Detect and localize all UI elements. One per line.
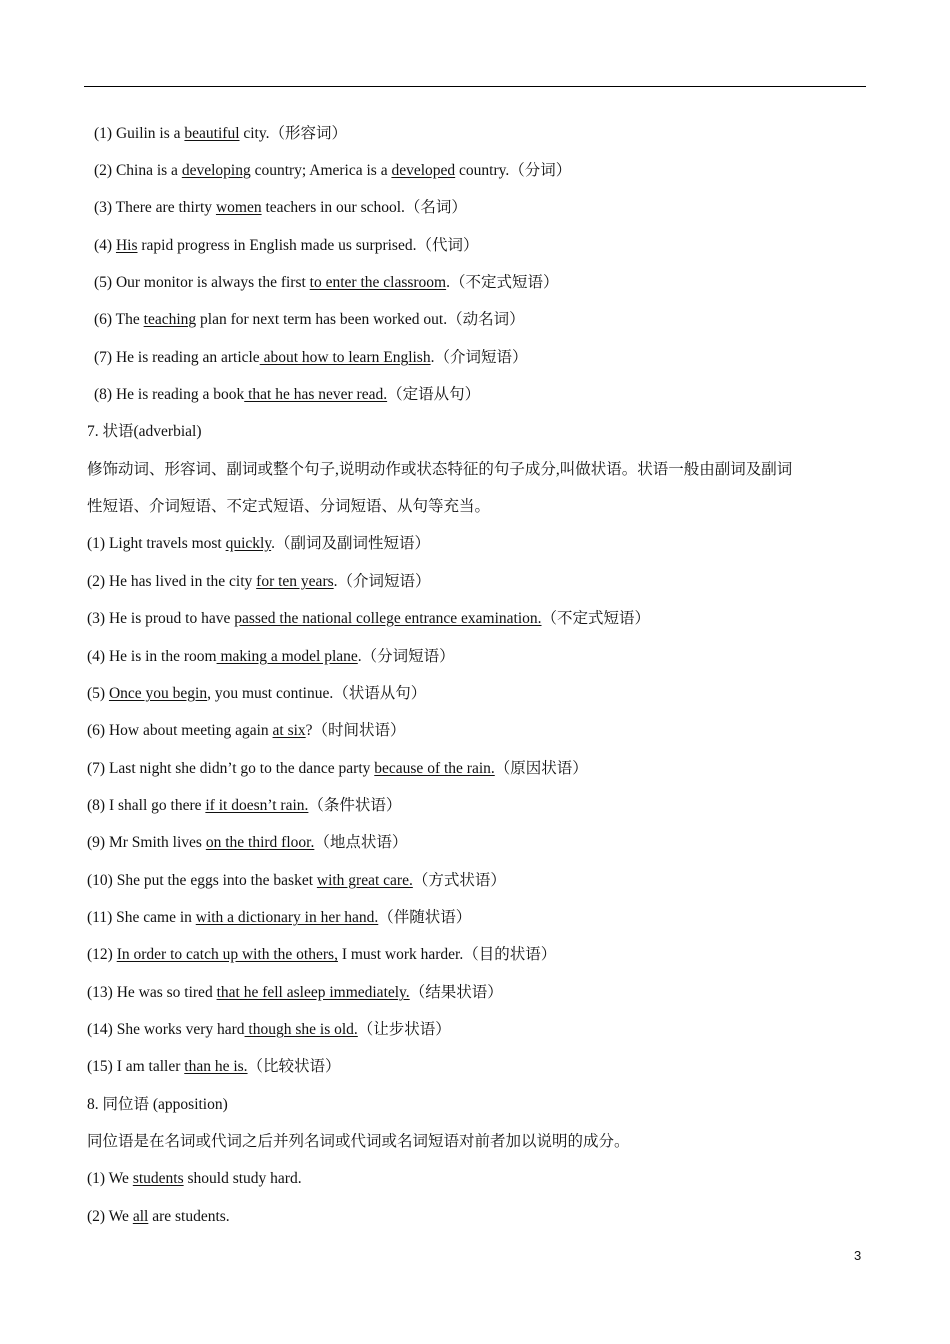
example-adverbial-9: (9) Mr Smith lives on the third floor.（地点状语） [87, 834, 408, 851]
example-adverbial-15: (15) I am taller than he is.（比较状语） [87, 1058, 341, 1075]
example-attributive-2: (2) China is a developing country; America is a developed country.（分词） [94, 162, 572, 179]
example-adverbial-7: (7) Last night she didn’t go to the dance party because of the rain.（原因状语） [87, 760, 588, 777]
example-adverbial-1: (1) Light travels most quickly.（副词及副词性短语） [87, 535, 431, 552]
example-attributive-7: (7) He is reading an article about how to learn English.（介词短语） [94, 349, 528, 366]
section-heading-adverbial: 7. 状语(adverbial) [87, 423, 202, 440]
example-adverbial-10: (10) She put the eggs into the basket with great care.（方式状语） [87, 872, 506, 889]
example-attributive-1: (1) Guilin is a beautiful city.（形容词） [94, 125, 347, 142]
example-apposition-2: (2) We all are students. [87, 1208, 230, 1225]
example-attributive-3: (3) There are thirty women teachers in our school.（名词） [94, 199, 467, 216]
example-adverbial-14: (14) She works very hard though she is old.（让步状语） [87, 1021, 451, 1038]
example-attributive-6: (6) The teaching plan for next term has been worked out.（动名词） [94, 311, 525, 328]
example-adverbial-13: (13) He was so tired that he fell asleep immediately.（结果状语） [87, 984, 503, 1001]
section-heading-apposition: 8. 同位语 (apposition) [87, 1096, 228, 1113]
example-adverbial-11: (11) She came in with a dictionary in her hand.（伴随状语） [87, 909, 472, 926]
page-number: 3 [854, 1248, 862, 1263]
adverbial-definition-line-2: 性短语、介词短语、不定式短语、分词短语、从句等充当。 [87, 498, 491, 515]
adverbial-definition-line-1: 修饰动词、形容词、副词或整个句子,说明动作或状态特征的句子成分,叫做状语。状语一般由副词及副词 [87, 461, 793, 478]
example-adverbial-12: (12) In order to catch up with the others, I must work harder.（目的状语） [87, 946, 557, 963]
example-attributive-5: (5) Our monitor is always the first to enter the classroom.（不定式短语） [94, 274, 559, 291]
example-attributive-8: (8) He is reading a book that he has never read.（定语从句） [94, 386, 481, 403]
example-adverbial-3: (3) He is proud to have passed the national college entrance examination.（不定式短语） [87, 610, 651, 627]
example-apposition-1: (1) We students should study hard. [87, 1170, 302, 1187]
example-adverbial-8: (8) I shall go there if it doesn’t rain.（条件状语） [87, 797, 402, 814]
header-rule [84, 86, 866, 87]
example-adverbial-4: (4) He is in the room making a model plane.（分词短语） [87, 648, 455, 665]
apposition-definition: 同位语是在名词或代词之后并列名词或代词或名词短语对前者加以说明的成分。 [87, 1133, 630, 1150]
example-attributive-4: (4) His rapid progress in English made us surprised.（代词） [94, 237, 479, 254]
example-adverbial-6: (6) How about meeting again at six?（时间状语） [87, 722, 406, 739]
example-adverbial-5: (5) Once you begin, you must continue.（状语从句） [87, 685, 427, 702]
example-adverbial-2: (2) He has lived in the city for ten years.（介词短语） [87, 573, 431, 590]
